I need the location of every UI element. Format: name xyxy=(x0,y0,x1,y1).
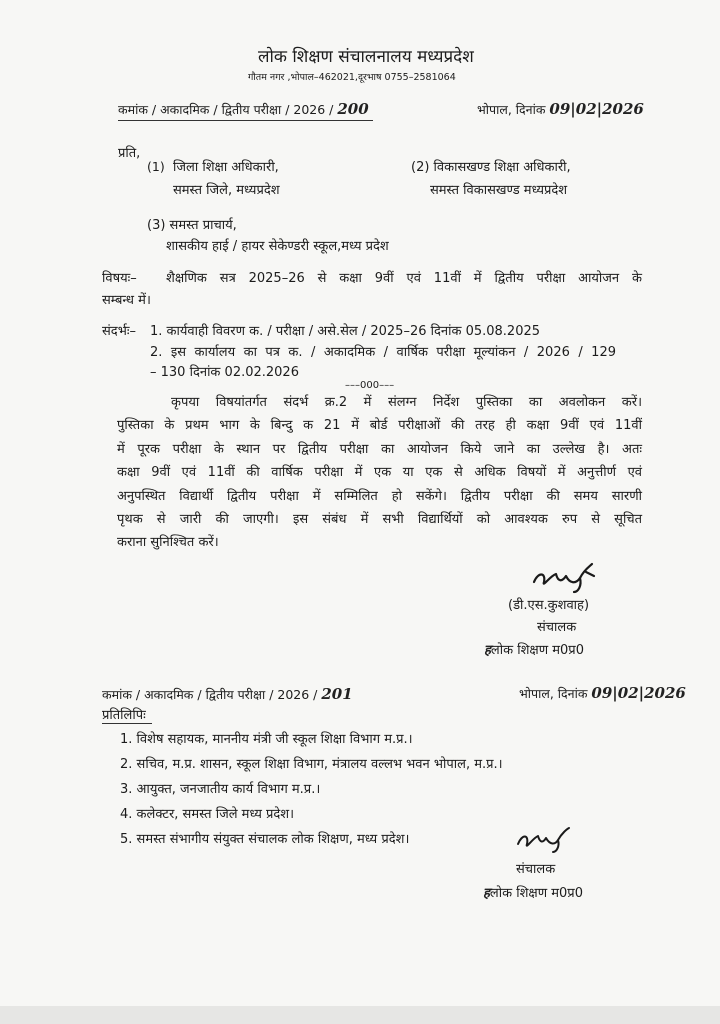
signature-2-image xyxy=(515,826,575,854)
letter-ref xyxy=(118,100,369,118)
office-address: गौतम नगर ,भोपाल–462021,दूरभाष 0755–2581064 xyxy=(248,72,456,83)
letter2-place-date-label: भोपाल, दिनांक xyxy=(519,686,588,701)
body-line: अनुपस्थित विद्यार्थी द्वितीय परीक्षा में सम्मिलित हो सकेंगे। द्वितीय परीक्षा की समय सारणी xyxy=(117,488,642,504)
reference-2-line2: – 130 दिनांक 02.02.2026 xyxy=(150,365,299,380)
subject-label: विषयः– xyxy=(102,271,137,286)
body-line: में पूरक परीक्षा के स्थान पर द्वितीय परीक्षा का आयोजन किये जाने का उल्लेख है। अतः xyxy=(117,441,642,457)
body-line: कृपया विषयांतर्गत संदर्भ क्र.2 में संलग्न निर्देश पुस्तिका का अवलोकन करें। xyxy=(171,395,642,410)
body-line: पुस्तिका के प्रथम भाग के बिन्दु क 21 में बोर्ड परीक्षाओं की तरह ही कक्षा 9वीं एवं 11वीं xyxy=(117,418,642,434)
subject-line1: शैक्षणिक सत्र 2025–26 से कक्षा 9वीं एवं 11वीं में द्वितीय परीक्षा आयोजन के xyxy=(166,271,642,286)
ref-underline xyxy=(118,120,373,121)
copy-item: 3. आयुक्त, जनजातीय कार्य विभाग म.प्र.। xyxy=(120,782,321,797)
letter-ref-number: 200 xyxy=(337,100,369,118)
signature-1-image xyxy=(530,562,600,594)
date-value: 09|02|2026 xyxy=(549,100,644,118)
recipient-2-line2: समस्त विकासखण्ड मध्यप्रदेश xyxy=(430,183,568,198)
recipient-3-line2: शासकीय हाई / हायर सेकेण्डरी स्कूल,मध्य प्रदेश xyxy=(166,239,389,254)
pen-mark: ह xyxy=(483,886,490,901)
copies-underline xyxy=(102,723,152,724)
signatory2-office: हलोक शिक्षण म0प्र0 xyxy=(483,886,583,901)
separator: –––000––– xyxy=(345,380,395,391)
reference-2-line1: 2. इस कार्यालय का पत्र क. / अकादमिक / वार्षिक परीक्षा मूल्यांकन / 2026 / 129 xyxy=(150,345,616,360)
prati-label: प्रति, xyxy=(118,146,141,161)
letter2-ref xyxy=(102,685,353,703)
copy-item: 4. कलेक्टर, समस्त जिले मध्य प्रदेश। xyxy=(120,807,295,822)
references-label: संदर्भः– xyxy=(102,324,136,339)
copy-item: 2. सचिव, म.प्र. शासन, स्कूल शिक्षा विभाग, मंत्रालय वल्लभ भवन भोपाल, म.प्र.। xyxy=(120,757,503,772)
letter2-ref-prefix: कमांक / अकादमिक / द्वितीय परीक्षा / 2026 / xyxy=(102,687,318,702)
recipient-1-line1: जिला शिक्षा अधिकारी, xyxy=(173,160,279,175)
letter2-date xyxy=(519,684,686,702)
recipient-1-number: (1) xyxy=(147,159,165,174)
body-line: पृथक से जारी की जाएगी। इस संबंध में सभी विद्यार्थियों को आवश्यक रुप से सूचित xyxy=(117,511,642,527)
letter-ref-prefix: कमांक / अकादमिक / द्वितीय परीक्षा / 2026 / xyxy=(118,102,334,117)
signatory-name: (डी.एस.कुशवाह) xyxy=(508,598,590,613)
recipient-3-line1: (3) समस्त प्राचार्य, xyxy=(147,218,237,233)
subject-line2: सम्बन्ध में। xyxy=(102,293,151,308)
signatory2-designation: संचालक xyxy=(516,862,556,877)
pen-mark: ह xyxy=(484,643,491,658)
signatory-designation: संचालक xyxy=(537,620,577,635)
reference-1: 1. कार्यवाही विवरण क. / परीक्षा / असे.सेल / 2025–26 दिनांक 05.08.2025 xyxy=(150,324,541,339)
place-date-label: भोपाल, दिनांक xyxy=(477,102,546,117)
office-name: लोक शिक्षण संचालनालय मध्यप्रदेश xyxy=(258,47,474,67)
body-line: कराना सुनिश्चित करें। xyxy=(117,535,219,551)
scan-edge xyxy=(0,1006,720,1024)
copy-item: 5. समस्त संभागीय संयुक्त संचालक लोक शिक्षण, मध्य प्रदेश। xyxy=(120,832,410,847)
letter-date xyxy=(477,100,644,118)
copies-label: प्रतिलिपिः xyxy=(102,708,146,723)
recipient-1-line2: समस्त जिले, मध्यप्रदेश xyxy=(173,183,280,198)
recipient-2-line1: (2) विकासखण्ड शिक्षा अधिकारी, xyxy=(411,160,571,175)
body-paragraph xyxy=(117,391,642,555)
signatory-office: हलोक शिक्षण म0प्र0 xyxy=(484,643,584,658)
letter2-date-value: 09|02|2026 xyxy=(591,684,686,702)
letter2-ref-number: 201 xyxy=(321,685,353,703)
body-line: कक्षा 9वीं एवं 11वीं की वार्षिक परीक्षा में एक या एक से अधिक विषयों में अनुत्तीर्ण एवं xyxy=(117,465,642,481)
copy-item: 1. विशेष सहायक, माननीय मंत्री जी स्कूल शिक्षा विभाग म.प्र.। xyxy=(120,732,413,747)
